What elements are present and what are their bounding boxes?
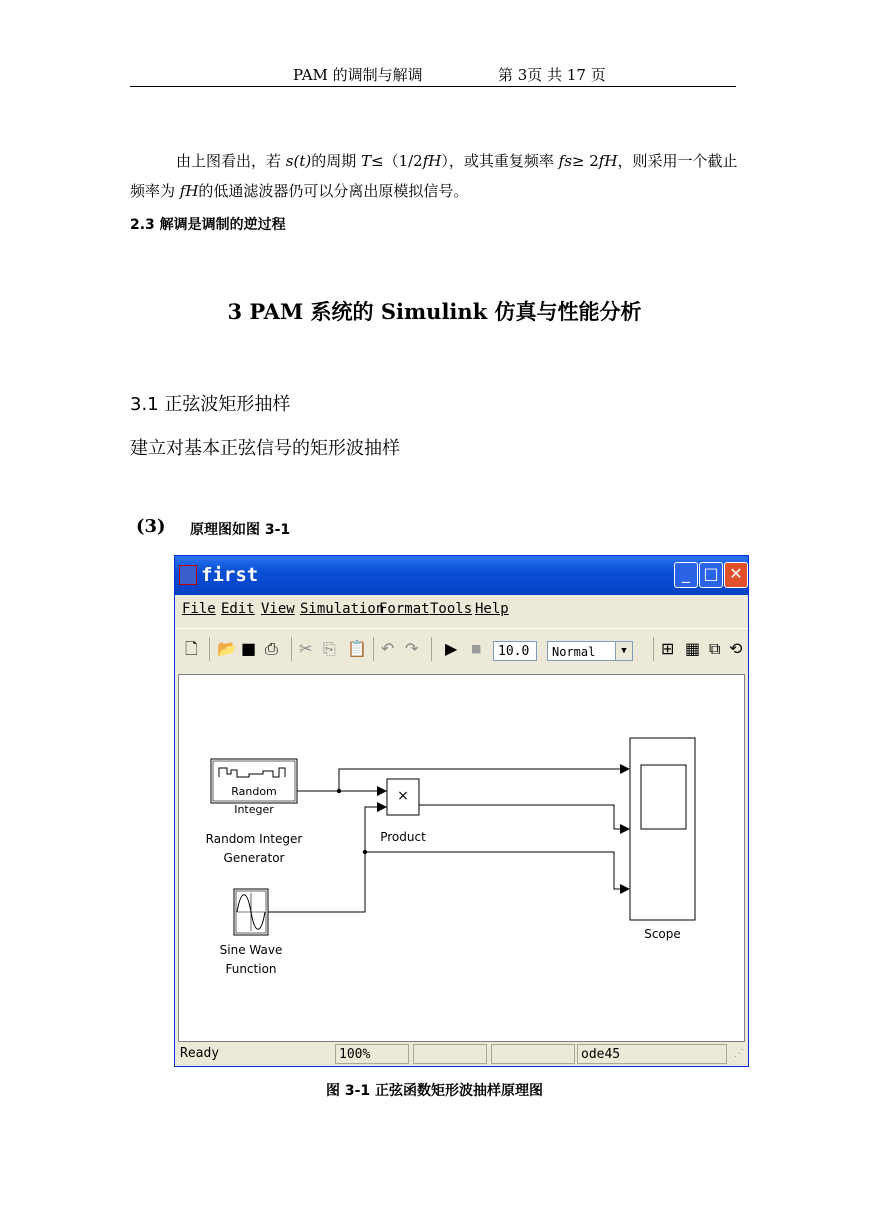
paragraph-intro: 建立对基本正弦信号的矩形波抽样 [130,438,400,459]
product-label: Product [380,830,426,844]
library-browser-icon[interactable]: ⊞ [661,639,675,658]
close-button[interactable]: ✕ [724,562,748,588]
chapter-3-title: 3 PAM 系统的 Simulink 仿真与性能分析 [227,299,642,324]
toolbar [175,628,748,669]
copy-icon[interactable]: ⎘ [323,639,336,658]
wire-random-to-scope [339,769,629,791]
start-simulation-icon[interactable]: ▶ [445,639,458,658]
status-empty-1 [413,1044,487,1064]
random-inner-line1: Random [231,785,277,798]
wire-product-to-scope [419,805,629,829]
simulation-mode-value: Normal [552,645,596,659]
paste-icon[interactable]: 📋 [347,639,367,658]
scope-label: Scope [644,927,681,941]
redo-icon[interactable]: ↷ [405,639,419,658]
figure-caption: 图 3-1 正弦函数矩形波抽样原理图 [325,1083,544,1099]
section-3-1-heading: 3.1 正弦波矩形抽样 [130,394,291,415]
minimize-button[interactable]: _ [674,562,698,588]
toggle-view-icon[interactable]: ⟲ [729,639,743,658]
open-folder-icon[interactable]: 📂 [217,639,237,658]
sine-label-line2: Function [225,962,277,976]
sine-label-line1: Sine Wave [219,943,283,957]
paragraph-sampling-condition [130,146,740,206]
p1-t7: fH [422,152,442,170]
p1-t5: T [361,152,372,170]
random-label-line2: Generator [223,851,285,865]
p1-t11: fH [598,152,618,170]
section-2-3-heading: 2.3 解调是调制的逆过程 [130,217,286,233]
p1-t10: ≥ 2 [571,152,599,170]
stop-simulation-icon[interactable]: ■ [471,642,482,655]
p1-t3: (t) [293,152,312,170]
maximize-button[interactable]: □ [699,562,723,588]
stop-time-input[interactable]: 10.0 [493,641,537,661]
status-empty-2 [491,1044,575,1064]
p1-t8: ），或其重复频率 [441,152,559,170]
random-integer-block-label [211,783,297,819]
p1-t2: s [285,152,294,170]
window-title: first [201,564,259,586]
debugger-icon[interactable]: ⧉ [709,639,721,658]
random-inner-line2: Integer [234,803,274,816]
random-label-line1: Random Integer [205,832,303,846]
new-file-icon[interactable]: 🗋 [185,639,198,658]
random-integer-generator-label [199,830,309,868]
header-title: PAM 的调制与解调 [293,66,423,84]
print-icon[interactable]: ⎙ [265,639,278,658]
status-bar [175,1042,748,1066]
p1-t14: 的低通滤波器仍可以分离出原模拟信号。 [198,182,469,200]
menu-view[interactable]: View [261,601,295,617]
header-page-number: 第 3页 共 17 页 [498,66,606,84]
menu-file[interactable]: File [182,601,216,617]
dropdown-arrow-icon[interactable]: ▼ [615,642,632,660]
menu-edit[interactable]: Edit [221,601,255,617]
model-explorer-icon[interactable]: ▦ [685,639,701,658]
resize-grip-icon[interactable]: ⋰ [734,1048,744,1059]
scope-screen-icon [641,765,686,829]
step-text: 原理图如图 3-1 [190,522,291,538]
model-canvas[interactable] [178,674,745,1042]
simulation-mode-select[interactable] [547,641,633,661]
menu-help[interactable]: Help [475,601,509,617]
status-zoom: 100% [335,1044,409,1064]
p1-t12: ，则采用一个截止频率为 [130,152,738,200]
p1-t1: 由上图看出，若 [176,152,286,170]
menu-simulation[interactable]: Simulation [300,601,385,617]
simulink-window [174,555,749,1067]
step-number: (3) [136,516,166,537]
menu-format[interactable]: Format [379,601,430,617]
menu-bar [175,598,748,620]
p1-t6: ≤（1/2 [371,152,423,170]
save-icon[interactable]: ■ [241,639,257,658]
undo-icon[interactable]: ↶ [381,639,395,658]
p1-t4: 的周期 [311,152,361,170]
title-bar[interactable] [175,556,748,595]
p1-t9: fs [558,152,572,170]
product-symbol: × [397,788,409,804]
menu-tools[interactable]: Tools [430,601,473,617]
p1-t13: fH [179,182,199,200]
status-ready: Ready [180,1046,220,1061]
sine-wave-function-label [201,941,301,979]
cut-icon[interactable]: ✂ [299,639,313,658]
simulink-app-icon [179,565,197,585]
page-header [130,60,736,87]
status-solver: ode45 [577,1044,727,1064]
wire-sine-to-scope [365,852,629,889]
